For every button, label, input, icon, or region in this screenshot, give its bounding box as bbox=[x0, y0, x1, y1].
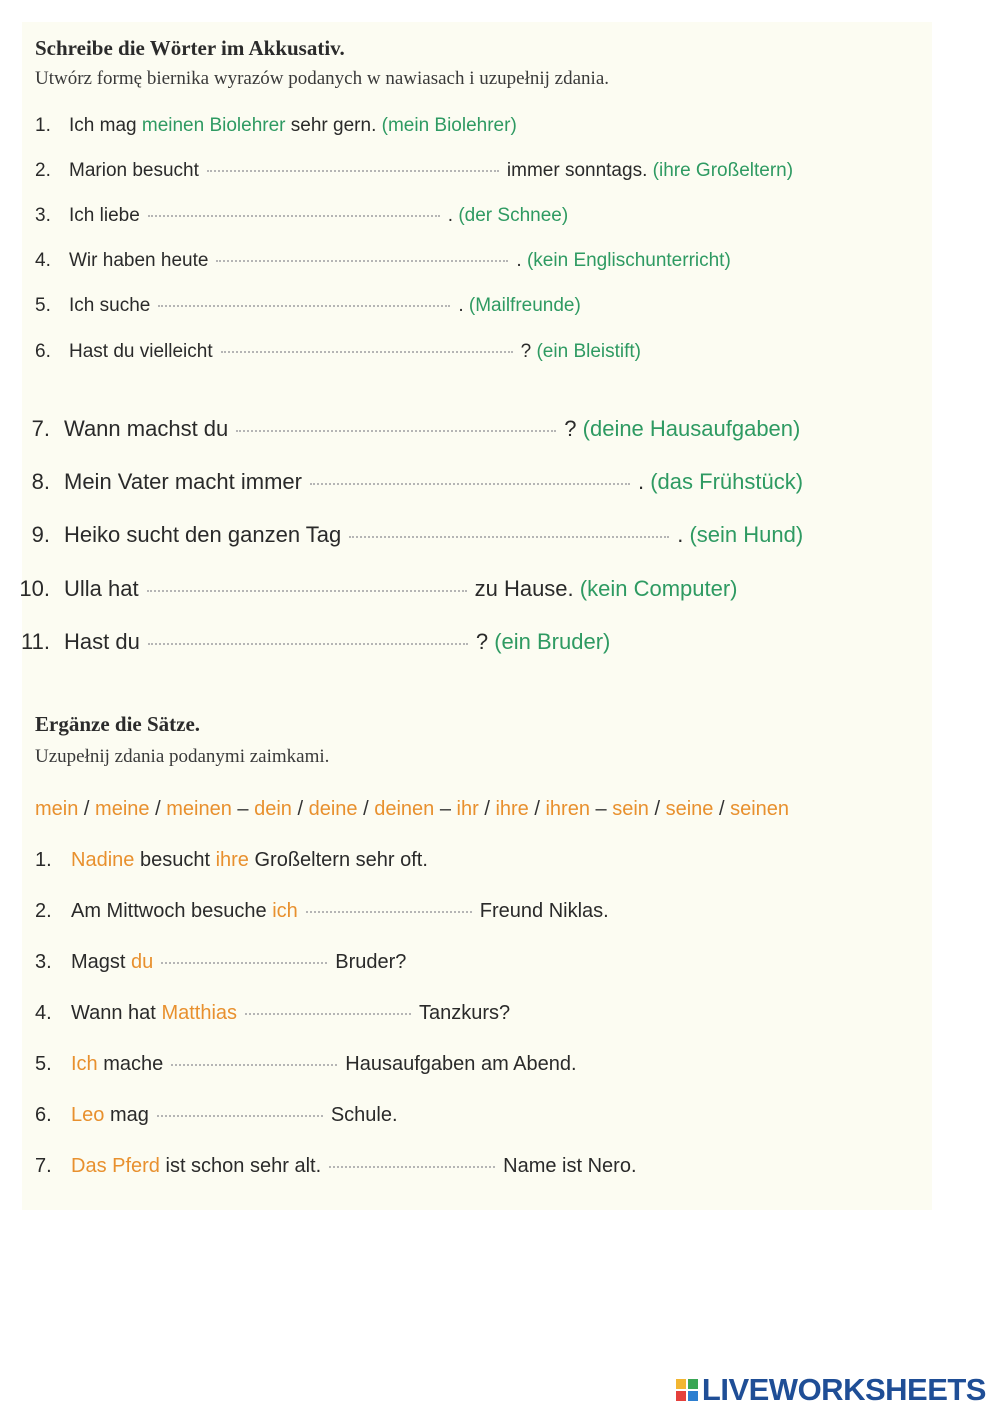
exercise-line bbox=[0, 629, 610, 655]
section1-title: Schreibe die Wörter im Akkusativ. bbox=[35, 36, 345, 60]
sentence-text: mache bbox=[103, 1053, 164, 1075]
hint-text: (deine Hausaufgaben) bbox=[582, 416, 801, 441]
subject-word: ich bbox=[272, 900, 298, 922]
word-bank-separator: – bbox=[237, 798, 249, 820]
exercise-line bbox=[35, 951, 406, 974]
answer-blank[interactable] bbox=[158, 305, 450, 307]
exercise-line bbox=[35, 1002, 510, 1025]
sentence-text: sehr gern. bbox=[290, 115, 377, 136]
sentence-text: . bbox=[516, 250, 522, 271]
subject-word: du bbox=[131, 951, 154, 973]
subject-word: Matthias bbox=[161, 1002, 238, 1024]
sentence-text: Bruder? bbox=[335, 951, 407, 973]
sentence-text: Magst bbox=[71, 951, 126, 973]
item-number: 2. bbox=[35, 900, 52, 922]
word-bank-item: deine bbox=[308, 798, 358, 820]
item-number: 7. bbox=[31, 416, 50, 441]
exercise-line bbox=[0, 522, 803, 548]
exercise-line bbox=[35, 900, 609, 923]
hint-text: (ihre Großeltern) bbox=[652, 160, 794, 181]
word-bank-separator: / bbox=[155, 798, 161, 820]
word-bank-item: sein bbox=[612, 798, 649, 820]
sentence-text: zu Hause. bbox=[474, 576, 574, 601]
hint-text: (Mailfreunde) bbox=[468, 295, 581, 316]
answer-blank[interactable] bbox=[349, 536, 669, 538]
word-bank-item: meinen bbox=[166, 798, 232, 820]
sentence-text: Wir haben heute bbox=[69, 250, 209, 271]
sentence-text: besucht bbox=[139, 849, 211, 871]
item-number: 10. bbox=[19, 576, 50, 601]
section2-title: Ergänze die Sätze. bbox=[35, 712, 201, 736]
answer-blank[interactable] bbox=[171, 1064, 337, 1066]
sentence-text: Ich liebe bbox=[69, 205, 140, 226]
sentence-text: Hast du bbox=[64, 629, 140, 654]
logo-square-icon bbox=[676, 1379, 686, 1389]
item-number: 2. bbox=[35, 160, 51, 181]
answer-blank[interactable] bbox=[161, 962, 327, 964]
hint-text: (das Frühstück) bbox=[650, 469, 804, 494]
subject-word: Das Pferd bbox=[71, 1155, 160, 1177]
word-bank-item: meine bbox=[95, 798, 150, 820]
item-number: 1. bbox=[35, 849, 52, 871]
answer-blank[interactable] bbox=[207, 170, 499, 172]
subject-word: Leo bbox=[71, 1104, 105, 1126]
sentence-text: ? bbox=[520, 341, 532, 362]
exercise-line bbox=[35, 160, 793, 182]
word-bank-item: seinen bbox=[730, 798, 790, 820]
logo-squares-icon bbox=[676, 1379, 698, 1401]
sentence-text: Name ist Nero. bbox=[503, 1155, 637, 1177]
logo-square-icon bbox=[688, 1391, 698, 1401]
sentence-text: Freund Niklas. bbox=[479, 900, 609, 922]
exercise-line bbox=[35, 1053, 577, 1076]
sentence-text: Mein Vater macht immer bbox=[64, 469, 302, 494]
sentence-text: immer sonntags. bbox=[506, 160, 648, 181]
exercise-line bbox=[35, 115, 517, 137]
exercise-line bbox=[35, 1104, 398, 1127]
sentence-text: ist schon sehr alt. bbox=[165, 1155, 322, 1177]
word-bank-item: ihre bbox=[495, 798, 529, 820]
sentence-text: Hausaufgaben am Abend. bbox=[345, 1053, 577, 1075]
sentence-text: Wann machst du bbox=[64, 416, 229, 441]
exercise-line bbox=[0, 416, 800, 442]
word-bank-item: ihr bbox=[456, 798, 479, 820]
logo-text: LIVEWORKSHEETS bbox=[701, 1372, 986, 1407]
sentence-text: . bbox=[637, 469, 645, 494]
word-bank-separator: / bbox=[83, 798, 90, 820]
hint-text: (kein Computer) bbox=[579, 576, 738, 601]
item-number: 6. bbox=[35, 1104, 52, 1126]
subject-word: Nadine bbox=[71, 849, 135, 871]
exercise-line bbox=[35, 250, 731, 272]
item-number: 5. bbox=[35, 295, 51, 316]
sentence-text: Heiko sucht den ganzen Tag bbox=[64, 522, 342, 547]
answer-blank[interactable] bbox=[221, 351, 513, 353]
word-bank-item: mein bbox=[35, 798, 79, 820]
answer-blank[interactable] bbox=[216, 260, 508, 262]
sentence-text: . bbox=[447, 205, 454, 226]
sentence-text: Marion besucht bbox=[69, 160, 199, 181]
item-number: 7. bbox=[35, 1155, 52, 1177]
example-answer: ihre bbox=[215, 849, 249, 871]
sentence-text: . bbox=[458, 295, 464, 316]
answer-blank[interactable] bbox=[157, 1115, 323, 1117]
exercise-line bbox=[35, 1155, 637, 1178]
item-number: 6. bbox=[35, 341, 51, 362]
section1-instructions: Utwórz formę biernika wyrazów podanych w nawiasach i uzupełnij zdania. bbox=[35, 68, 610, 89]
word-bank-separator: / bbox=[654, 798, 661, 820]
example-answer: meinen Biolehrer bbox=[141, 115, 286, 136]
item-number: 5. bbox=[35, 1053, 52, 1075]
item-number: 9. bbox=[31, 522, 50, 547]
liveworksheets-logo[interactable] bbox=[676, 1372, 986, 1408]
logo-square-icon bbox=[676, 1391, 686, 1401]
sentence-text: Hast du vielleicht bbox=[69, 341, 213, 362]
item-number: 8. bbox=[31, 469, 50, 494]
answer-blank[interactable] bbox=[306, 911, 472, 913]
word-bank-item: ihren bbox=[545, 798, 590, 820]
answer-blank[interactable] bbox=[236, 430, 556, 432]
hint-text: (sein Hund) bbox=[689, 522, 804, 547]
answer-blank[interactable] bbox=[147, 590, 467, 592]
item-number: 4. bbox=[35, 1002, 52, 1024]
hint-text: (der Schnee) bbox=[458, 205, 569, 226]
word-bank-separator: / bbox=[297, 798, 304, 820]
item-number: 3. bbox=[35, 951, 52, 973]
sentence-text: Wann hat bbox=[71, 1002, 156, 1024]
section2-instructions: Uzupełnij zdania podanymi zaimkami. bbox=[35, 746, 330, 767]
word-bank-separator: – bbox=[595, 798, 607, 820]
hint-text: (mein Biolehrer) bbox=[381, 115, 517, 136]
word-bank-separator: / bbox=[534, 798, 540, 820]
sentence-text: Ulla hat bbox=[64, 576, 139, 601]
exercise-line bbox=[0, 469, 803, 495]
hint-text: (ein Bruder) bbox=[494, 629, 611, 654]
hint-text: (ein Bleistift) bbox=[536, 341, 642, 362]
word-bank-item: deinen bbox=[374, 798, 435, 820]
word-bank-separator: – bbox=[439, 798, 451, 820]
exercise-line bbox=[35, 849, 428, 872]
word-bank-separator: / bbox=[718, 798, 725, 820]
sentence-text: . bbox=[677, 522, 684, 547]
answer-blank[interactable] bbox=[329, 1166, 495, 1168]
item-number: 3. bbox=[35, 205, 51, 226]
exercise-line bbox=[35, 295, 581, 317]
sentence-text: ? bbox=[475, 629, 489, 654]
sentence-text: ? bbox=[564, 416, 577, 441]
pronoun-word-bank bbox=[35, 798, 789, 821]
answer-blank[interactable] bbox=[310, 483, 630, 485]
answer-blank[interactable] bbox=[148, 215, 440, 217]
hint-text: (kein Englischunterricht) bbox=[526, 250, 731, 271]
sentence-text: mag bbox=[109, 1104, 149, 1126]
word-bank-item: dein bbox=[254, 798, 292, 820]
sentence-text: Schule. bbox=[330, 1104, 398, 1126]
word-bank-separator: / bbox=[484, 798, 490, 820]
answer-blank[interactable] bbox=[148, 643, 468, 645]
item-number: 1. bbox=[35, 115, 51, 136]
exercise-line bbox=[0, 576, 738, 602]
exercise-line bbox=[35, 205, 568, 227]
item-number: 11. bbox=[21, 629, 50, 654]
sentence-text: Großeltern sehr oft. bbox=[254, 849, 428, 871]
subject-word: Ich bbox=[71, 1053, 98, 1075]
answer-blank[interactable] bbox=[245, 1013, 411, 1015]
item-number: 4. bbox=[35, 250, 51, 271]
sentence-text: Am Mittwoch besuche bbox=[71, 900, 267, 922]
exercise-line bbox=[35, 341, 641, 363]
sentence-text: Ich suche bbox=[69, 295, 151, 316]
logo-square-icon bbox=[688, 1379, 698, 1389]
word-bank-separator: / bbox=[363, 798, 369, 820]
sentence-text: Ich mag bbox=[69, 115, 137, 136]
sentence-text: Tanzkurs? bbox=[419, 1002, 511, 1024]
word-bank-item: seine bbox=[665, 798, 714, 820]
